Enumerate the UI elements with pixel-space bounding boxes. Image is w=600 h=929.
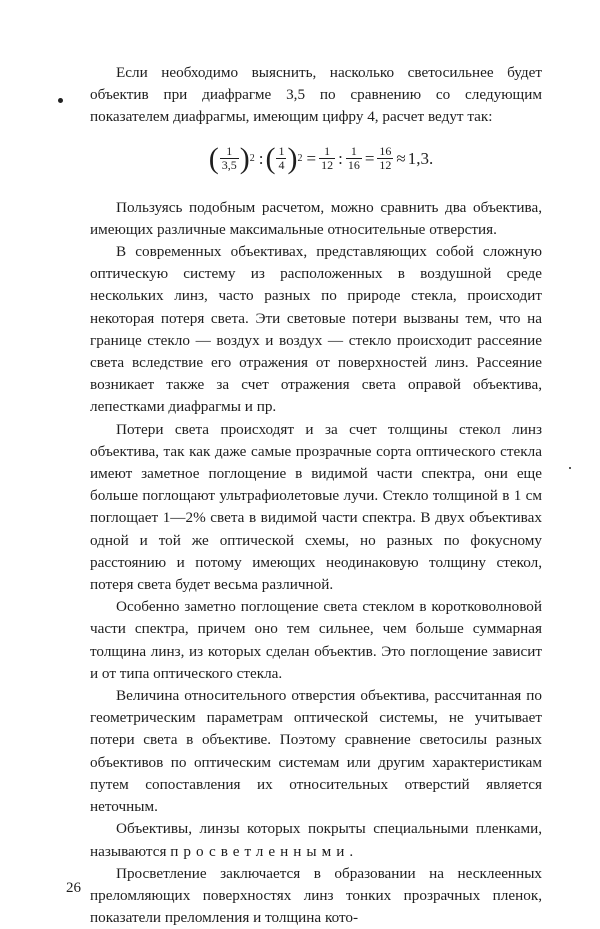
paragraph-2: Пользуясь подобным расчетом, можно сравнить два объектива, имеющих различные максимальные относительные отверстия. (90, 198, 542, 238)
open-paren: ( (265, 141, 276, 175)
close-paren: ) (287, 141, 298, 175)
paragraph-7 (90, 818, 542, 862)
page-number: 26 (66, 880, 81, 896)
paragraph-4: Потери света происходят и за счет толщины стекол линз объектива, так как даже самые прозрачные сорта оптического стекла имеют заметное поглощение в видимой части спектра, они еще больше поглощают ультрафиолетовые лучи. Стекло толщиной в 1 см поглощает 1—2% света в видимой части спектра. В двух объективах одной и той же оптической схемы, но разных по фокусному расстоянию и потому имеющих неодинаковую толщину стекол, потеря света будет весьма различной. (90, 420, 542, 594)
equals-sign: = (306, 148, 317, 168)
fraction-1-over-12: $\frac{1}{12}$ (321, 144, 334, 173)
divide-sign: : (338, 148, 343, 168)
paragraph-7-text: Объективы, линзы которых покрыты специальными пленками, называются (90, 820, 542, 860)
approx-sign: ≈ (396, 148, 406, 168)
term-prosvetlennymi: просветленными. (170, 842, 359, 860)
fraction-1-over-16: $\frac{1}{16}$ (347, 144, 360, 173)
fraction-1-over-4: $\frac{1}{4}$ (278, 144, 285, 173)
paragraph-3: В современных объективах, представляющих собой сложную оптическую систему из расположенных в воздушной среде нескольких линз, часто разных по природе стекла, происходит некоторая потеря света. Эти световые потери вызваны тем, что на границе стекло — воздух и воздух — стекло происходит рассеяние света вследствие его отражения от поверхностей линз. Рассеяние возникает также за счет отражения света оправой объектива, лепестками диафрагмы и пр. (90, 243, 542, 416)
paragraph-8: Просветление заключается в образовании на несклеенных преломляющих поверхностях линз тонких прозрачных пленок, показатели преломления и толщина кото- (90, 864, 542, 927)
close-paren: ) (239, 141, 250, 175)
paragraph-1: Если необходимо выяснить, насколько светосильнее будет объектив при диафрагме 3,5 по сравнению со следующим показателем диафрагмы, имеющим цифру 4, расчет ведут так: (90, 64, 542, 126)
fraction-1-over-3-5: $\frac{1}{3,5}$ (221, 144, 237, 173)
formula-result: 1,3. (407, 148, 434, 168)
margin-ink-dot (569, 467, 571, 469)
divide-sign: : (258, 148, 264, 168)
exponent: 2 (297, 152, 303, 164)
aperture-ratio-formula (100, 129, 542, 189)
open-paren: ( (208, 141, 219, 175)
equals-sign: = (364, 148, 375, 168)
body-text (90, 62, 542, 929)
fraction-16-over-12: $\frac{16}{12}$ (379, 144, 392, 173)
paragraph-5: Особенно заметно поглощение света стеклом в коротковолновой части спектра, причем оно тем сильнее, чем больше суммарная толщина линз, из которых сделан объектив. Это поглощение зависит и от типа оптического стекла. (90, 598, 542, 682)
exponent: 2 (249, 152, 255, 164)
paragraph-6: Величина относительного отверстия объектива, рассчитанная по геометрическим параметрам оптической системы, не учитывает потери света в объективе. Поэтому сравнение светосилы разных объективов по оптическим системам или другим характеристикам путем сопоставления их относительных отверстий является неточным. (90, 687, 542, 816)
margin-ink-dot (58, 98, 63, 103)
